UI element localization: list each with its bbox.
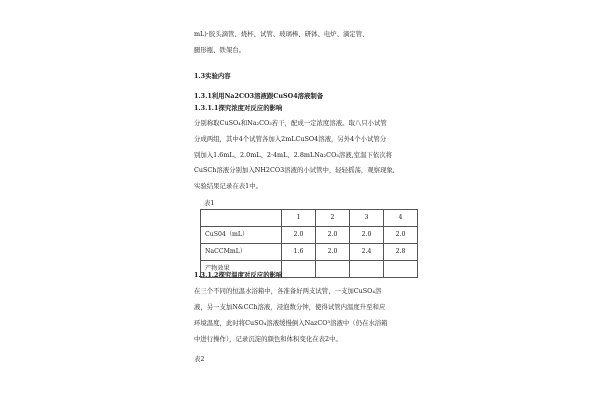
table-cell — [316, 261, 350, 278]
para2-line: 环境温度，此时将CuSO₄溶液缓慢倒入NazCO³溶液中（仍在水浴箱 — [194, 319, 388, 327]
heading-na2co3: Na2CO3 — [224, 92, 255, 100]
para2-line: 中进行操作），记录沉淀的颜色和体积变化在表2中。 — [194, 335, 342, 343]
table-cell — [384, 261, 418, 278]
table-cell: NaCCMmL） — [201, 244, 282, 261]
para1-line: CuSCh溶液分别加入NH2CO3溶液的小试管中，轻轻摇荡，观察现象, — [194, 166, 395, 174]
table-cell: 2.0 — [316, 244, 350, 261]
heading-mid: 溶液跟 — [254, 92, 274, 100]
table-cell — [201, 210, 282, 227]
table-cell: 2.0 — [282, 227, 316, 244]
table-header-row — [201, 210, 418, 227]
table-cell — [350, 261, 384, 278]
table-cell — [282, 261, 316, 278]
para1-line: 分别称取CuSO₄和Na₂CO₃若干，配成一定浓度溶液。取八只小试管 — [194, 119, 387, 127]
section-heading-1-3: 1.3实验内容 — [194, 72, 231, 80]
table-cell: 2.0 — [316, 227, 350, 244]
para1-line: 别加入1.6mL、2.0mL、2·4mL、2.8mLNa₂CO₃溶液,室温下依次将 — [194, 151, 393, 159]
section-heading-1-3-1-1: 1.3.1.1探究浓度对反应的影响 — [194, 104, 283, 112]
table-row — [201, 227, 418, 244]
para1-line: 实验结果记录在表1中。 — [194, 182, 262, 190]
table-1 — [200, 209, 418, 278]
table-row — [201, 244, 418, 261]
table-cell: 2.0 — [350, 227, 384, 244]
table2-caption: 表2 — [194, 355, 205, 363]
para2-line: 液，另一支加N&CCh溶液，浸泡数分钟，使得试管内温度升至和应 — [194, 303, 386, 311]
section-heading-1-3-1 — [194, 93, 323, 99]
para2-line: 在三个不同的恒温水浴箱中，各准备好两支试管，一支加CuSO₄溶 — [194, 287, 382, 295]
table-cell: 2.4 — [350, 244, 384, 261]
table-cell: CuS04（mL） — [201, 227, 282, 244]
para1-line: 分成两组，其中4个试管各加入2mLCuSO4溶液，另外4个小试管分 — [194, 135, 387, 143]
materials-line-1: mL)·胶头滴管、烧杯、试管、玻璃棒、研钵、电炉、滴定管、 — [194, 30, 369, 38]
heading-suffix: 溶液制备 — [297, 92, 324, 100]
materials-line-2: 腿形瓶、铁架台。 — [194, 46, 246, 54]
table-cell: 2.8 — [384, 244, 418, 261]
table-cell: 3 — [350, 210, 384, 227]
table-cell: 2.0 — [384, 227, 418, 244]
table-cell: 1.6 — [282, 244, 316, 261]
table1-caption: 表1 — [204, 199, 215, 207]
heading-cuso4: CuSO4 — [273, 92, 298, 100]
section-heading-1-3-1-2: 1.3.1.2探究温度对反应的影响 — [194, 271, 283, 279]
heading-prefix: 1.3.1利用 — [194, 92, 225, 100]
table-cell: 2 — [316, 210, 350, 227]
table-cell: 1 — [282, 210, 316, 227]
table-cell: 产物效果 — [201, 261, 282, 278]
table-cell: 4 — [384, 210, 418, 227]
